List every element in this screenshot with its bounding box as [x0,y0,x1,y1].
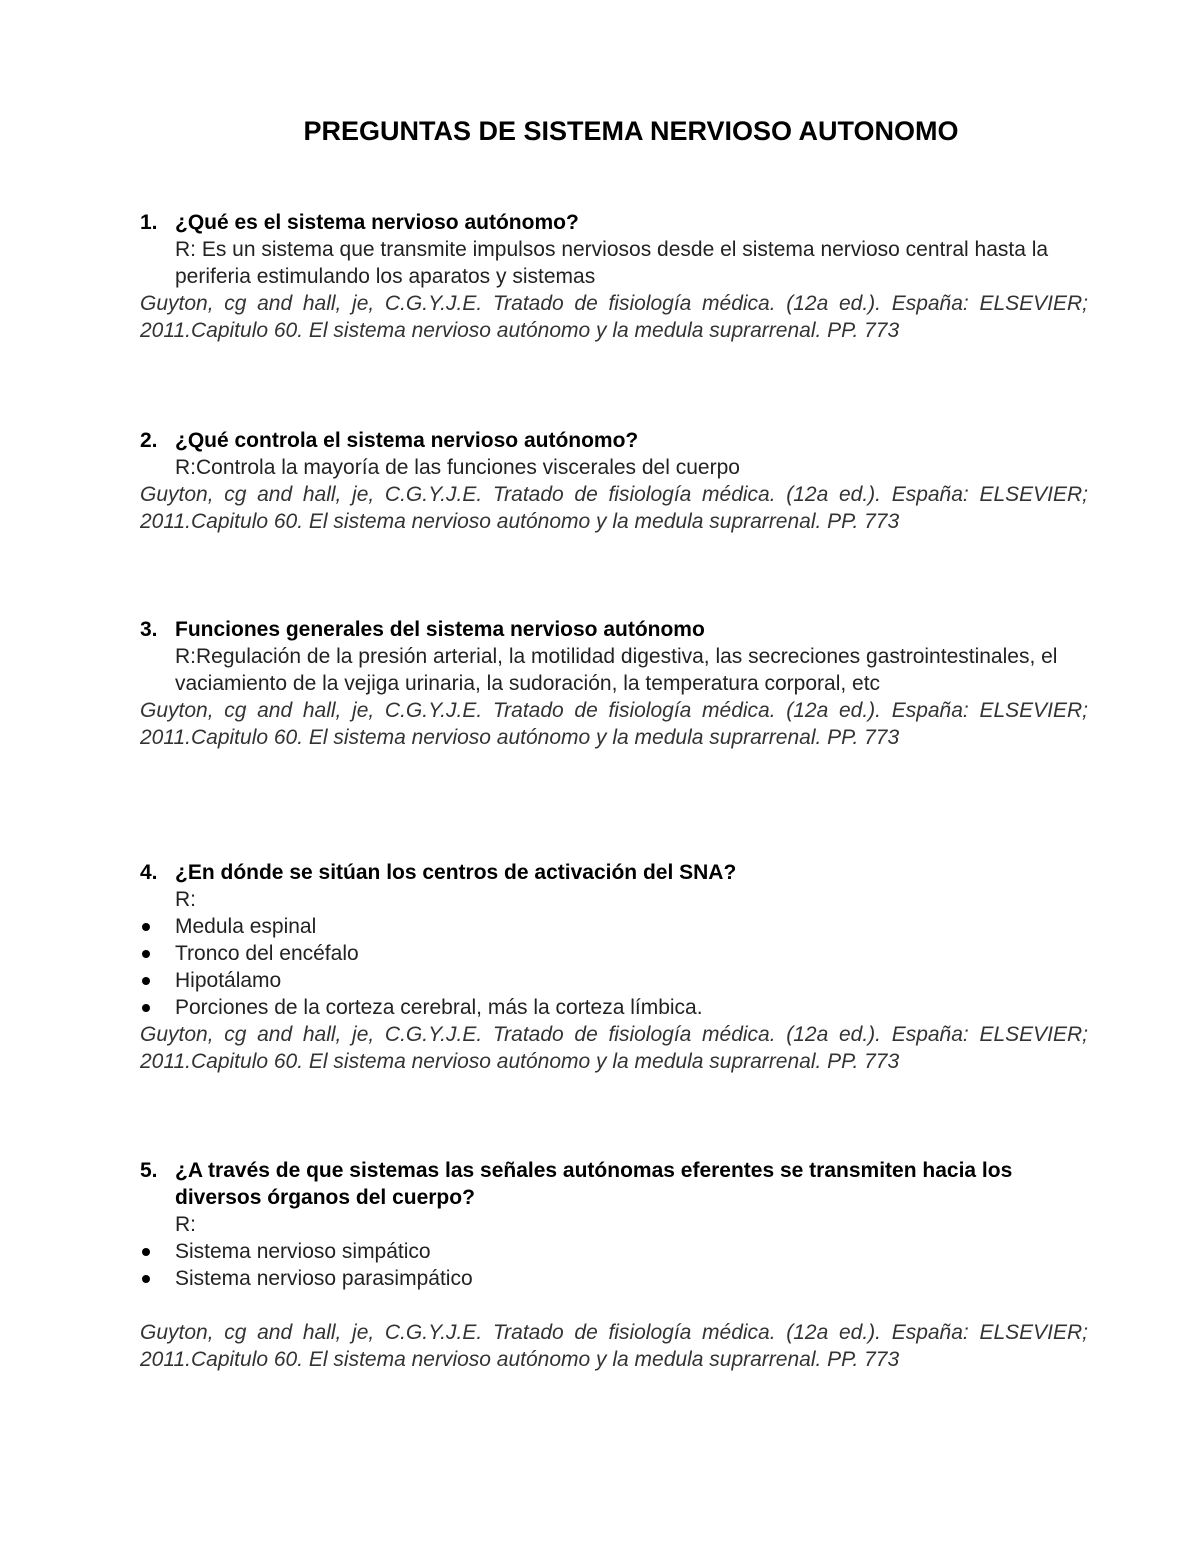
answer-text: R:Controla la mayoría de las funciones viscerales del cuerpo [175,456,740,479]
question-number: 5. [140,1159,158,1182]
citation: Guyton, cg and hall, je, C.G.Y.J.E. Tratado de fisiología médica. (12a ed.). España: ELSEVIER; 2011.Capitulo 60. El sistema nervioso autónomo y la medula suprarrenal. PP. 773 [140,1321,1088,1371]
list-item-text: Porciones de la corteza cerebral, más la corteza límbica. [175,996,703,1019]
list-item [140,1238,1088,1265]
question-block-2 [140,427,1088,535]
question-text: ¿Qué es el sistema nervioso autónomo? [175,211,579,234]
question-text: ¿Qué controla el sistema nervioso autónomo? [175,429,639,452]
question-heading [140,859,1088,886]
document-title: PREGUNTAS DE SISTEMA NERVIOSO AUTONOMO [303,116,959,146]
bullet-icon [142,977,150,985]
question-block-5 [140,1157,1088,1373]
bullet-icon [142,923,150,931]
answer-text: R: [175,888,196,911]
citation: Guyton, cg and hall, je, C.G.Y.J.E. Tratado de fisiología médica. (12a ed.). España: ELSEVIER; 2011.Capitulo 60. El sistema nervioso autónomo y la medula suprarrenal. PP. 773 [140,483,1088,533]
list-item-text: Tronco del encéfalo [175,942,359,965]
question-number: 3. [140,618,158,641]
question-block-3 [140,616,1088,751]
question-text: ¿A través de que sistemas las señales autónomas eferentes se transmiten hacia los diversos órganos del cuerpo? [175,1159,1013,1209]
bullet-icon [142,1248,150,1256]
list-item [140,913,1088,940]
question-block-1 [140,209,1088,344]
citation: Guyton, cg and hall, je, C.G.Y.J.E. Tratado de fisiología médica. (12a ed.). España: ELSEVIER; 2011.Capitulo 60. El sistema nervioso autónomo y la medula suprarrenal. PP. 773 [140,699,1088,749]
list-item-text: Sistema nervioso parasimpático [175,1267,473,1290]
question-heading [140,1157,1088,1211]
bullet-icon [142,950,150,958]
bullet-icon [142,1004,150,1012]
question-number: 1. [140,211,158,234]
answer-bullet-list [140,1238,1088,1292]
answer-text: R:Regulación de la presión arterial, la motilidad digestiva, las secreciones gastrointestinales, el vaciamiento de la vejiga urinaria, la sudoración, la temperatura corporal, etc [175,645,1058,695]
question-text: ¿En dónde se sitúan los centros de activación del SNA? [175,861,737,884]
citation: Guyton, cg and hall, je, C.G.Y.J.E. Tratado de fisiología médica. (12a ed.). España: ELSEVIER; 2011.Capitulo 60. El sistema nervioso autónomo y la medula suprarrenal. PP. 773 [140,292,1088,342]
question-heading [140,209,1088,236]
question-number: 2. [140,429,158,452]
list-item-text: Medula espinal [175,915,317,938]
answer-text: R: Es un sistema que transmite impulsos nerviosos desde el sistema nervioso central hasta la periferia estimulando los aparatos y sistemas [175,238,1049,288]
answer-text: R: [175,1213,196,1236]
list-item [140,967,1088,994]
list-item [140,994,1088,1021]
list-item [140,1265,1088,1292]
question-number: 4. [140,861,158,884]
question-heading [140,616,1088,643]
answer-bullet-list [140,913,1088,1021]
question-text: Funciones generales del sistema nervioso autónomo [175,618,705,641]
citation: Guyton, cg and hall, je, C.G.Y.J.E. Tratado de fisiología médica. (12a ed.). España: ELSEVIER; 2011.Capitulo 60. El sistema nervioso autónomo y la medula suprarrenal. PP. 773 [140,1023,1088,1073]
question-block-4 [140,859,1088,1075]
list-item-text: Hipotálamo [175,969,282,992]
list-item-text: Sistema nervioso simpático [175,1240,431,1263]
list-item [140,940,1088,967]
bullet-icon [142,1275,150,1283]
question-heading [140,427,1088,454]
